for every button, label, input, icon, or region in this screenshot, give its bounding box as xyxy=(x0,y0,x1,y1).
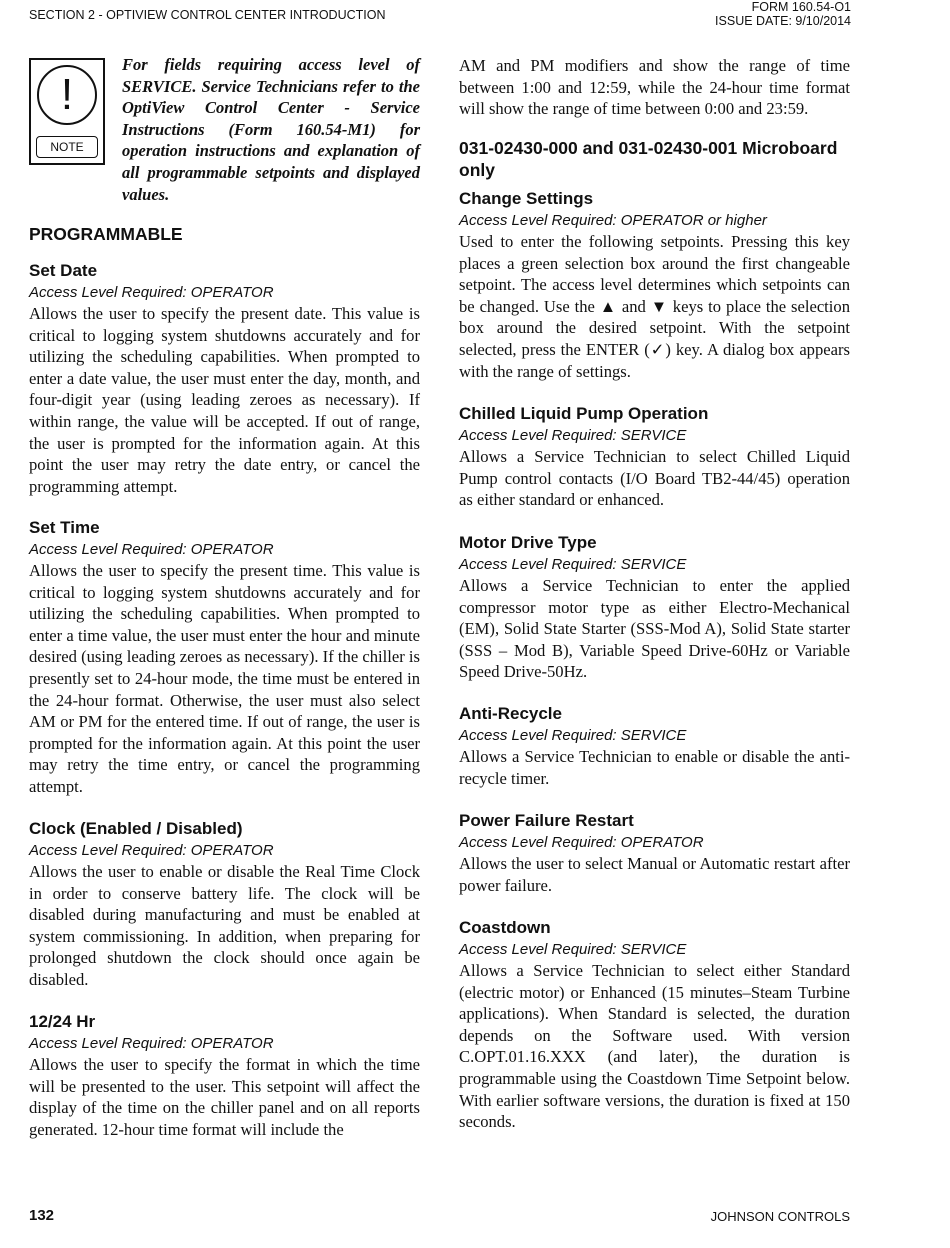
access-level: Access Level Required: SERVICE xyxy=(459,941,687,958)
item-description: Allows a Service Technician to enter the applied compressor motor type as either Electro-Mechanical (EM), Solid State Starter (SSS-Mod A), Solid State starter (SSS – Mod B), Variable Speed Drive-60Hz or Variable Speed Drive-50Hz. xyxy=(459,576,850,682)
item-set-time xyxy=(29,517,420,798)
item-title: Change Settings xyxy=(459,189,594,208)
item-change-settings xyxy=(459,188,850,382)
item-description: Allows a Service Technician to enable or disable the anti-recycle timer. xyxy=(459,747,850,788)
item-description: Allows the user to enable or disable the Real Time Clock in order to conserve battery life. The clock will be disabled during manufacturing and must be enabled at system commissioning. In addition, when preparing for prolonged shutdown the clock should once again be disabled. xyxy=(29,862,420,989)
item-description: Allows the user to select Manual or Automatic restart after power failure. xyxy=(459,854,850,895)
item-description: Used to enter the following setpoints. Pressing this key places a green selection box around the first changeable setpoint. The access level determines which setpoints can be changed. Use the ▲ and ▼ keys to place the selection box around the desired setpoint. With the setpoint selected, press the ENTER (✓) key. A dialog box appears with the range of settings. xyxy=(459,232,850,381)
item-title: Chilled Liquid Pump Operation xyxy=(459,404,709,423)
section-header: SECTION 2 - OPTIVIEW CONTROL CENTER INTRODUCTION xyxy=(29,8,386,22)
item-description: Allows a Service Technician to select Chilled Liquid Pump control contacts (I/O Board TB2-44/45) operation as either standard or enhanced. xyxy=(459,447,850,510)
item-title: Set Time xyxy=(29,518,100,537)
access-level: Access Level Required: OPERATOR xyxy=(459,834,704,851)
item-power-failure-restart xyxy=(459,810,850,896)
item-title: 12/24 Hr xyxy=(29,1012,96,1031)
item-title: Set Date xyxy=(29,261,98,280)
access-level: Access Level Required: SERVICE xyxy=(459,556,687,573)
note-box xyxy=(29,58,105,165)
page-number: 132 xyxy=(29,1207,55,1224)
exclamation-icon: ! xyxy=(37,65,97,125)
item-set-date xyxy=(29,260,420,497)
microboard-heading-block xyxy=(459,137,850,181)
note-label: NOTE xyxy=(36,136,98,158)
continued-text: AM and PM modifiers and show the range of time between 1:00 and 12:59, while the 24-hour time format will show the range of time between 0:00 and 23:59. xyxy=(459,56,850,119)
item-description: Allows a Service Technician to select either Standard (electric motor) or Enhanced (15 minutes–Steam Turbine applications). When Standard is selected, the duration depends on the Software used. With version C.OPT.01.16.XXX (and later), the duration is programmable using the Coastdown Time Setpoint below. With earlier software versions, the duration is fixed at 150 seconds. xyxy=(459,961,850,1132)
access-level: Access Level Required: OPERATOR or higher xyxy=(459,212,767,229)
company-name: JOHNSON CONTROLS xyxy=(710,1209,850,1224)
access-level: Access Level Required: OPERATOR xyxy=(29,1035,274,1052)
access-level: Access Level Required: OPERATOR xyxy=(29,284,274,301)
item-description: Allows the user to specify the present time. This value is critical to logging system shutdowns accurately and for utilizing the scheduling capabilities. When prompted to enter a time value, the user must enter the hour and minute desired (using leading zeroes as necessary). If the chiller is presently set to 24-hour mode, the time must be entered in the 24-hour format. Otherwise, the user must also select AM or PM for the entered time. If out of range, the user is prompted for the information again. At this point the user may retry the time entry, or cancel the programming attempt. xyxy=(29,561,420,796)
item-description: Allows the user to specify the format in which the time will be presented to the user. This setpoint will affect the display of the time on the chiller panel and on all reports generated. 12-hour time format will include the xyxy=(29,1055,420,1139)
item-title: Anti-Recycle xyxy=(459,704,562,723)
access-level: Access Level Required: SERVICE xyxy=(459,427,687,444)
item-motor-drive-type xyxy=(459,532,850,683)
item-description: Allows the user to specify the present date. This value is critical to logging system shutdowns accurately and for utilizing the scheduling capabilities. When prompted to enter a date value, the user must enter the day, month, and four-digit year (using leading zeroes as necessary). If within range, the value will be accepted. If out of range, the user is prompted for the information again. At this point the user may retry the date entry, or cancel the programming attempt. xyxy=(29,304,420,496)
item-anti-recycle xyxy=(459,703,850,789)
item-title: Coastdown xyxy=(459,918,551,937)
access-level: Access Level Required: OPERATOR xyxy=(29,842,274,859)
item-12-24-hr xyxy=(29,1011,420,1140)
access-level: Access Level Required: OPERATOR xyxy=(29,541,274,558)
item-clock xyxy=(29,818,420,991)
item-coastdown xyxy=(459,917,850,1133)
section-title-programmable: PROGRAMMABLE xyxy=(29,224,183,244)
programmable-heading-block xyxy=(29,224,420,245)
note-text: For fields requiring access level of SERVICE. Service Technicians refer to the OptiView Control Center - Service Instructions (Form 160.54-M1) for operation instructions and explanation of all programmable setpoints and displayed values. xyxy=(122,55,420,204)
item-title: Clock (Enabled / Disabled) xyxy=(29,819,243,838)
subsection-title: 031-02430-000 and 031-02430-001 Microboard only xyxy=(459,138,838,180)
item-title: Power Failure Restart xyxy=(459,811,634,830)
form-number: FORM 160.54-O1 xyxy=(751,0,851,14)
access-level: Access Level Required: SERVICE xyxy=(459,727,687,744)
item-title: Motor Drive Type xyxy=(459,533,597,552)
issue-date: ISSUE DATE: 9/10/2014 xyxy=(715,14,851,28)
continued-text-block xyxy=(459,55,850,120)
form-info xyxy=(715,0,851,28)
item-chilled-liquid-pump xyxy=(459,403,850,511)
